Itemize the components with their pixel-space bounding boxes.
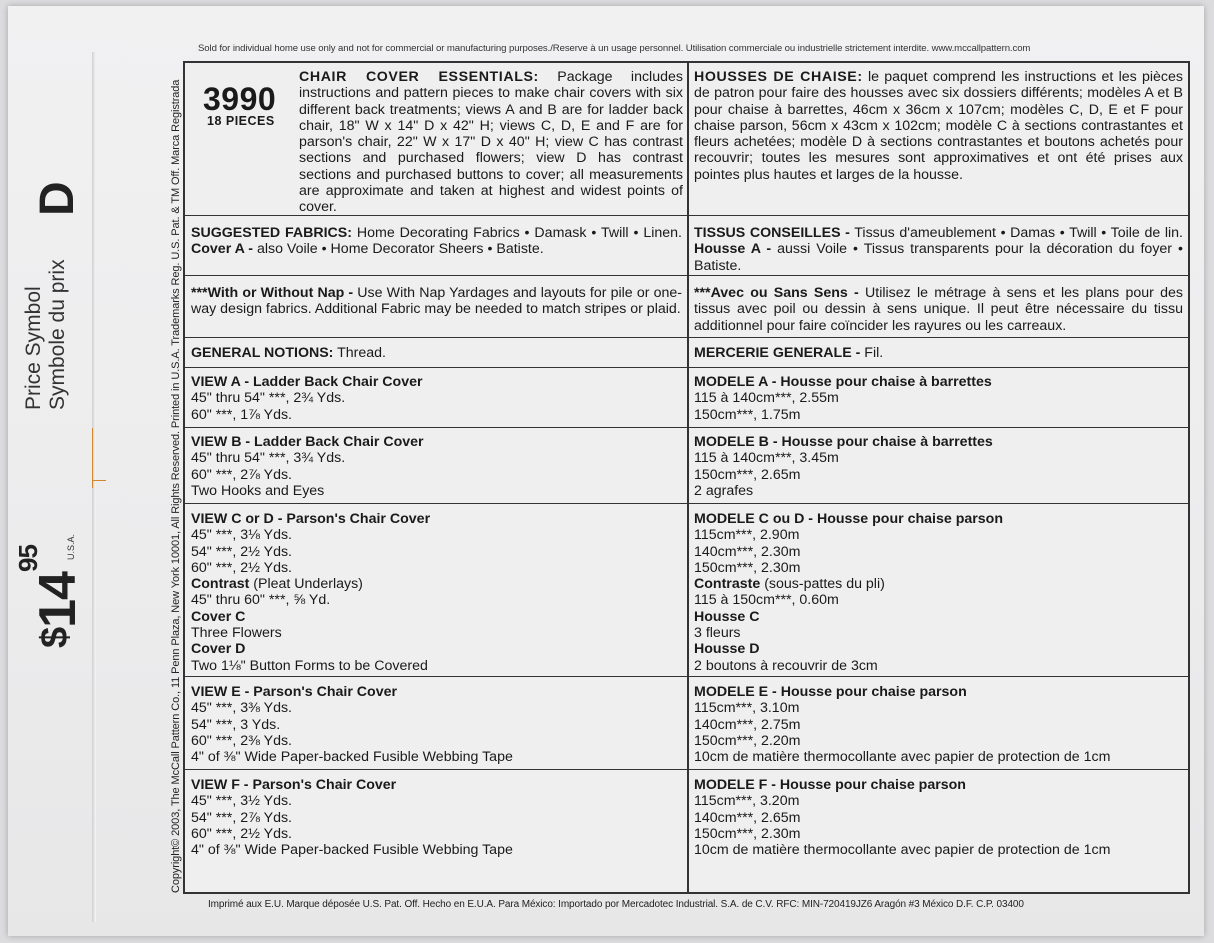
view-cd-cover-d-line-en: Two 1⅛" Button Forms to be Covered — [191, 657, 428, 674]
notions-fr — [694, 345, 1183, 361]
view-cd-line-en: 54" ***, 2½ Yds. — [191, 543, 293, 560]
view-a-en — [191, 374, 682, 423]
essentials-title-fr: HOUSSES DE CHAISE: — [694, 69, 863, 85]
view-cd-line-fr: 140cm***, 2.30m — [694, 543, 801, 560]
view-cd-contrast-line-en: 45" thru 60" ***, ⅝ Yd. — [191, 592, 331, 609]
view-b-line-en: Two Hooks and Eyes — [191, 482, 325, 499]
view-cd-line-en: 60" ***, 2½ Yds. — [191, 559, 293, 576]
view-a-fr — [694, 374, 1183, 423]
notions-title-fr: MERCERIE GENERALE - — [694, 345, 861, 361]
nap-fr — [694, 285, 1183, 334]
price-cents: 95 — [12, 545, 43, 573]
view-cd-contrast-en — [191, 576, 682, 592]
nap-title-fr: ***Avec ou Sans Sens - — [694, 285, 859, 301]
fabrics-text-en: Home Decorating Fabrics • Damask • Twill • Linen. — [356, 225, 682, 241]
view-e-line-en: 4" of ⅜" Wide Paper-backed Fusible Webbing Tape — [191, 749, 513, 766]
view-cd-cover-d-en: Cover D — [191, 641, 246, 658]
view-f-en — [191, 777, 682, 858]
essentials-fr — [694, 69, 1183, 183]
row-divider — [185, 367, 1188, 368]
view-cd-cover-d-fr: Housse D — [694, 641, 760, 658]
view-e-line-en: 45" ***, 3⅜ Yds. — [191, 700, 293, 717]
view-e-line-fr: 115cm***, 3.10m — [694, 700, 800, 717]
pattern-pieces: 18 PIECES — [207, 114, 275, 128]
view-e-line-fr: 150cm***, 2.20m — [694, 732, 801, 749]
view-e-en — [191, 684, 682, 765]
nap-text-en: Use With Nap Yardages and layouts for pile or one-way design fabrics. Additional Fabric may be needed to match stripes or plaid. — [191, 285, 682, 318]
notions-en — [191, 345, 682, 361]
view-cd-line-en: 45" ***, 3⅛ Yds. — [191, 527, 293, 544]
import-notice: Imprimé aux E.U. Marque déposée U.S. Pat. Off. Hecho en E.U.A. Para México: Importado por Mercadotec Industrial. S.A. de C.V. RFC: MIN-720419JZ6 Aragón #3 México D.F. C.P. 03400 — [208, 899, 1024, 910]
view-cd-contrast-line-fr: 115 à 150cm***, 0.60m — [694, 592, 839, 609]
price-country: U.S.A. — [66, 533, 76, 560]
row-divider — [185, 427, 1188, 428]
view-a-line-fr: 150cm***, 1.75m — [694, 406, 801, 423]
price-dollar: $ — [34, 627, 76, 648]
view-e-title-fr: MODELE E - Housse pour chaise parson — [694, 684, 967, 700]
fabrics-fr — [694, 225, 1183, 274]
row-divider — [185, 215, 1188, 216]
view-f-line-en: 45" ***, 3½ Yds. — [191, 793, 293, 810]
view-b-title-fr: MODELE B - Housse pour chaise à barrettes — [694, 434, 993, 450]
view-cd-title-en: VIEW C or D - Parson's Chair Cover — [191, 511, 431, 527]
row-divider — [185, 676, 1188, 677]
view-a-title-en: VIEW A - Ladder Back Chair Cover — [191, 374, 423, 390]
view-f-line-fr: 10cm de matière thermocollante avec papier de protection de 1cm — [694, 842, 1111, 859]
price — [12, 545, 88, 648]
column-divider — [687, 63, 689, 892]
price-main: 14 — [29, 572, 87, 628]
price-symbol-label-fr: Symbole du prix — [46, 259, 69, 410]
row-divider — [185, 503, 1188, 504]
nap-text-fr: Utilisez le métrage à sens et les plans pour des tissus avec poil ou dessin à sens unique. Il peut être nécessaire du tissu additionnel pour faire coïncider les rayures ou les carreaux. — [694, 285, 1183, 334]
view-f-line-fr: 115cm***, 3.20m — [694, 793, 800, 810]
view-cd-line-fr: 115cm***, 2.90m — [694, 527, 800, 544]
view-cd-cover-d-line-fr: 2 boutons à recouvrir de 3cm — [694, 657, 878, 674]
view-e-line-en: 60" ***, 2⅜ Yds. — [191, 732, 293, 749]
row-divider — [185, 275, 1188, 276]
view-f-title-en: VIEW F - Parson's Chair Cover — [191, 777, 397, 793]
view-f-line-en: 60" ***, 2½ Yds. — [191, 825, 293, 842]
view-b-line-en: 60" ***, 2⅞ Yds. — [191, 466, 293, 483]
view-b-title-en: VIEW B - Ladder Back Chair Cover — [191, 434, 424, 450]
view-b-line-fr: 150cm***, 2.65m — [694, 466, 801, 483]
fabrics-cover-a-text-fr: aussi Voile • Tissus transparents pour la décoration du foyer • Batiste. — [694, 241, 1183, 274]
view-cd-en — [191, 511, 682, 674]
view-e-title-en: VIEW E - Parson's Chair Cover — [191, 684, 397, 700]
view-cd-contrast-note-en: (Pleat Underlays) — [253, 576, 363, 593]
view-a-line-en: 60" ***, 1⅞ Yds. — [191, 406, 293, 423]
view-cd-contrast-label-fr: Contraste — [694, 576, 761, 593]
view-cd-cover-c-fr: Housse C — [694, 608, 760, 625]
price-symbol: D — [31, 181, 84, 216]
view-b-en — [191, 434, 682, 499]
view-e-line-fr: 10cm de matière thermocollante avec papier de protection de 1cm — [694, 749, 1111, 766]
nap-title-en: ***With or Without Nap - — [191, 285, 354, 301]
nap-en — [191, 285, 682, 318]
fabrics-cover-a-text-en: also Voile • Home Decorator Sheers • Batiste. — [256, 241, 544, 258]
crop-mark — [92, 428, 93, 488]
fabrics-title-fr: TISSUS CONSEILLES - — [694, 225, 850, 241]
view-cd-fr — [694, 511, 1183, 674]
view-cd-cover-c-en: Cover C — [191, 608, 246, 625]
view-cd-line-fr: 150cm***, 2.30m — [694, 559, 801, 576]
notions-text-fr: Fil. — [864, 345, 884, 361]
view-f-line-en: 4" of ⅜" Wide Paper-backed Fusible Webbing Tape — [191, 842, 513, 859]
view-cd-cover-c-line-en: Three Flowers — [191, 625, 282, 642]
pattern-number: 3990 — [203, 81, 277, 117]
view-e-fr — [694, 684, 1183, 765]
view-cd-cover-c-line-fr: 3 fleurs — [694, 625, 741, 642]
row-divider — [185, 769, 1188, 770]
usage-notice: Sold for individual home use only and not for commercial or manufacturing purposes./Reserve à un usage personnel. Utilisation commerciale ou industrielle strictement interdite. www.mccallpattern.com — [198, 43, 1031, 54]
view-b-line-en: 45" thru 54" ***, 3¾ Yds. — [191, 450, 346, 467]
fabrics-en — [191, 225, 682, 258]
view-b-line-fr: 2 agrafes — [694, 482, 754, 499]
view-a-title-fr: MODELE A - Housse pour chaise à barrettes — [694, 374, 992, 390]
essentials-en — [299, 69, 683, 216]
view-b-fr — [694, 434, 1183, 499]
crop-mark — [92, 480, 106, 481]
view-f-line-fr: 140cm***, 2.65m — [694, 809, 801, 826]
view-f-line-fr: 150cm***, 2.30m — [694, 825, 801, 842]
fabrics-title-en: SUGGESTED FABRICS: — [191, 225, 352, 241]
essentials-title-en: CHAIR COVER ESSENTIALS: — [299, 69, 539, 85]
copyright-notice: Copyright© 2003, The McCall Pattern Co., 11 Penn Plaza, New York 10001, All Rights Reserved. Printed in U.S.A. Trademarks Reg. U.S. Pat. & TM Off. Marca Registrada — [170, 79, 182, 893]
view-f-fr — [694, 777, 1183, 858]
view-e-line-en: 54" ***, 3 Yds. — [191, 716, 281, 733]
view-cd-title-fr: MODELE C ou D - Housse pour chaise parson — [694, 511, 1004, 527]
row-divider — [185, 337, 1188, 338]
fabrics-text-fr: Tissus d'ameublement • Damas • Twill • Toile de lin. — [854, 225, 1183, 241]
view-cd-contrast-fr — [694, 576, 1183, 592]
view-a-line-fr: 115 à 140cm***, 2.55m — [694, 390, 839, 407]
price-symbol-label: Price Symbol — [22, 286, 45, 410]
view-cd-contrast-note-fr: (sous-pattes du pli) — [764, 576, 885, 593]
view-f-title-fr: MODELE F - Housse pour chaise parson — [694, 777, 966, 793]
requirements-table — [183, 61, 1190, 894]
view-e-line-fr: 140cm***, 2.75m — [694, 716, 801, 733]
essentials-text-en: Package includes instructions and pattern pieces to make chair covers with six different back treatments; views A and B are for ladder back chair, 18" W x 14" D x 42" H; views C, D, E and F are for parson's chair, 22" W x 17" D x 40" H; view C has contrast sections and purchased flowers; view D has contrast sections and purchased buttons to cover; all measurements are approximate and taken at highest and widest points of cover. — [299, 69, 683, 216]
fabrics-cover-a-en: Cover A - — [191, 241, 254, 258]
notions-text-en: Thread. — [337, 345, 387, 361]
notions-title-en: GENERAL NOTIONS: — [191, 345, 334, 361]
fabrics-cover-a-fr: Housse A - — [694, 241, 772, 258]
view-cd-contrast-label-en: Contrast — [191, 576, 250, 593]
view-b-line-fr: 115 à 140cm***, 3.45m — [694, 450, 839, 467]
view-a-line-en: 45" thru 54" ***, 2¾ Yds. — [191, 390, 346, 407]
view-f-line-en: 54" ***, 2⅞ Yds. — [191, 809, 293, 826]
essentials-text-fr: le paquet comprend les instructions et les pièces de patron pour faire des housses avec six dossiers différents; modèles A et B pour chaise à barrettes, 46cm x 36cm x 107cm; modèles C, D, E et F pour chaise parson, 56cm x 43cm x 102cm; modèle C à sections contrastantes et fleurs achetées; modèle D à sections contrastantes et boutons achetés pour recouvrir; toutes les mesures sont approximatives et ont été prises aux pointes plus hautes et larges de la housse. — [694, 69, 1183, 183]
